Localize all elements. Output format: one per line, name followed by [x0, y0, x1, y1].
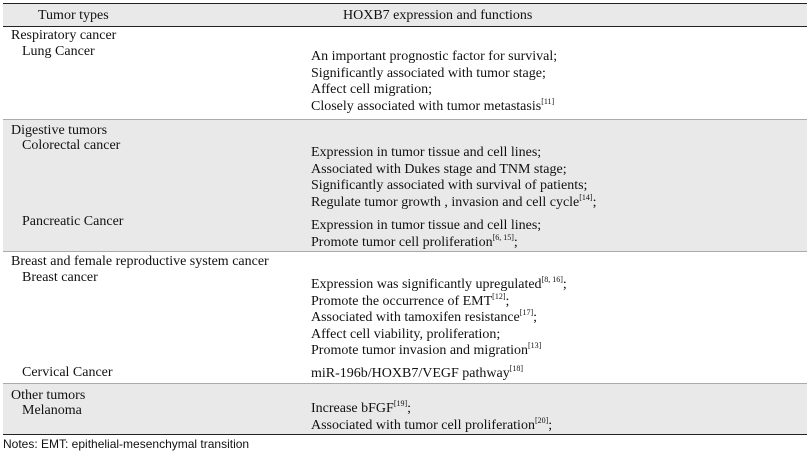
cervical-cancer-functions — [311, 366, 523, 383]
breast-cancer-functions — [311, 277, 567, 360]
group-title: Breast and female reproductive system cancer — [11, 254, 269, 269]
subtype-breast-cancer: Breast cancer — [22, 270, 98, 285]
function-line: Associated with tamoxifen resistance[17]; — [311, 308, 537, 325]
function-line: Associated with tumor cell proliferation[20]; — [311, 415, 553, 433]
pancreatic-cancer-functions — [311, 218, 541, 251]
function-line: Promote tumor cell proliferation[6, 15]; — [311, 232, 518, 250]
subtype-melanoma: Melanoma — [22, 403, 82, 418]
function-line: Increase bFGF[19]; — [311, 399, 412, 416]
function-line: Promote the occurrence of EMT[12]; — [311, 291, 510, 309]
header-tumor-types: Tumor types — [38, 8, 109, 23]
table-bottom-rule — [3, 434, 807, 435]
function-line: Expression was significantly upregulated[8, 16]; — [311, 275, 567, 292]
group-breast-female-reproductive — [3, 252, 807, 383]
function-line: miR-196b/HOXB7/VEGF pathway[18] — [311, 364, 524, 381]
subtype-lung-cancer: Lung Cancer — [22, 44, 95, 59]
group-title: Digestive tumors — [11, 123, 108, 138]
header-hoxb7-functions: HOXB7 expression and functions — [343, 8, 533, 23]
function-line: Significantly associated with survival of patients; — [311, 178, 588, 193]
function-line: Affect cell viability, proliferation; — [311, 326, 501, 342]
subtype-colorectal-cancer: Colorectal cancer — [22, 138, 121, 153]
group-title: Other tumors — [11, 388, 86, 403]
function-line: Significantly associated with tumor stage; — [311, 65, 546, 81]
function-line: Regulate tumor growth , invasion and cell cycle[14]; — [311, 192, 597, 210]
function-line: Associated with Dukes stage and TNM stage; — [311, 161, 567, 177]
lung-cancer-functions — [311, 49, 557, 115]
group-digestive — [3, 120, 807, 251]
group-respiratory — [3, 27, 807, 119]
table-note: Notes: EMT: epithelial-mesenchymal transition — [3, 437, 250, 451]
group-title: Respiratory cancer — [11, 28, 117, 43]
colorectal-cancer-functions — [311, 145, 596, 211]
function-line: An important prognostic factor for survival; — [311, 49, 558, 64]
melanoma-functions — [311, 401, 552, 434]
subtype-pancreatic-cancer: Pancreatic Cancer — [22, 214, 124, 229]
function-line: Expression in tumor tissue and cell lines; — [311, 218, 542, 233]
function-line: Expression in tumor tissue and cell lines; — [311, 145, 542, 160]
function-line: Closely associated with tumor metastasis[11] — [311, 96, 555, 114]
subtype-cervical-cancer: Cervical Cancer — [22, 365, 113, 380]
function-line: Promote tumor invasion and migration[13] — [311, 341, 542, 358]
table-header — [3, 4, 807, 26]
group-other-tumors — [3, 384, 807, 434]
function-line: Affect cell migration; — [311, 82, 433, 97]
